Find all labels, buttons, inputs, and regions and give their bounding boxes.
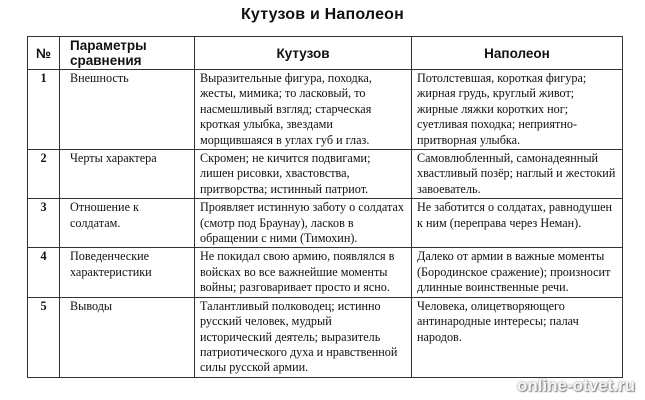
header-kutuzov: Кутузов xyxy=(195,37,412,70)
row-num: 2 xyxy=(28,150,60,199)
row-napoleon: Человека, олицетворяющего антинародные интересы; палач народов. xyxy=(412,297,623,377)
row-param: Внешность xyxy=(60,70,195,150)
watermark: online-otvet.ru xyxy=(516,376,635,395)
header-napoleon: Наполеон xyxy=(412,37,623,70)
row-kutuzov: Выразительные фигура, походка, жесты, мимика; то ласковый, то насмешливый взгляд; старческая кроткая улыбка, звездами морщившаяся в углах губ и глаз. xyxy=(195,70,412,150)
header-param: Параметры сравнения xyxy=(60,37,195,70)
comparison-table xyxy=(27,36,623,378)
table-row xyxy=(28,199,623,248)
row-napoleon: Далеко от армии в важные моменты (Бородинское сражение); произносит длинные воинственные речи. xyxy=(412,248,623,297)
row-param: Выводы xyxy=(60,297,195,377)
row-num: 5 xyxy=(28,297,60,377)
table-row xyxy=(28,70,623,150)
row-param: Поведенческие характеристики xyxy=(60,248,195,297)
row-param: Черты характера xyxy=(60,150,195,199)
table-row xyxy=(28,248,623,297)
row-param: Отношение к солдатам. xyxy=(60,199,195,248)
table-row xyxy=(28,297,623,377)
row-kutuzov: Скромен; не кичится подвигами; лишен рисовки, хвастовства, притворства; истинный патриот. xyxy=(195,150,412,199)
row-napoleon: Самовлюбленный, самонадеянный хвастливый позёр; наглый и жестокий завоеватель. xyxy=(412,150,623,199)
row-napoleon: Потолстевшая, короткая фигура; жирная грудь, круглый живот; жирные ляжки коротких ног; суетливая походка; неприятно-притворная улыбка. xyxy=(412,70,623,150)
table-header-row xyxy=(28,37,623,70)
row-napoleon: Не заботится о солдатах, равнодушен к ним (переправа через Неман). xyxy=(412,199,623,248)
row-kutuzov: Не покидал свою армию, появлялся в войсках во все важнейшие моменты войны; разговаривает просто и ясно. xyxy=(195,248,412,297)
row-num: 1 xyxy=(28,70,60,150)
row-num: 3 xyxy=(28,199,60,248)
table-row xyxy=(28,150,623,199)
header-num: № xyxy=(28,37,60,70)
row-kutuzov: Талантливый полководец; истинно русский человек, мудрый исторический деятель; выразитель патриотического духа и нравственной силы русской армии. xyxy=(195,297,412,377)
page-title: Кутузов и Наполеон xyxy=(240,6,405,23)
row-kutuzov: Проявляет истинную заботу о солдатах (смотр под Браунау), ласков в обращении с ними (Тимохин). xyxy=(195,199,412,248)
row-num: 4 xyxy=(28,248,60,297)
